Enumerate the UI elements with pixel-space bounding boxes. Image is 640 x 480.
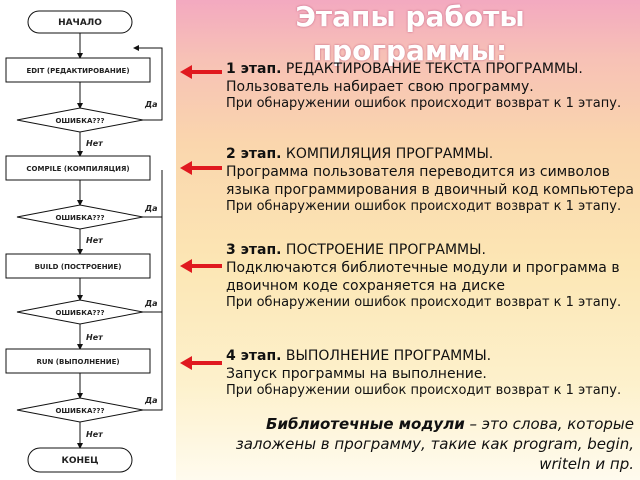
flowchart-panel <box>0 0 176 480</box>
stage-name: ПОСТРОЕНИЕ ПРОГРАММЫ. <box>285 242 486 258</box>
no-label-3: Нет <box>86 333 103 342</box>
stage-3 <box>226 241 638 311</box>
stage-name: ВЫПОЛНЕНИЕ ПРОГРАММЫ. <box>285 348 492 364</box>
decision-3-label: ОШИБКА??? <box>55 309 105 317</box>
stage-number: 2 этап. <box>226 146 282 162</box>
stage-description: Запуск программы на выполнение. <box>226 366 487 382</box>
stage-note: При обнаружении ошибок происходит возврат к 1 этапу. <box>226 199 622 214</box>
yes-label-4: Да <box>145 396 158 405</box>
stage-number: 3 этап. <box>226 242 282 258</box>
library-note <box>192 414 634 474</box>
end-label: КОНЕЦ <box>61 456 99 466</box>
process-compile-label: COMPILE (КОМПИЛЯЦИЯ) <box>26 165 130 173</box>
process-edit-label: EDIT (РЕДАКТИРОВАНИЕ) <box>26 67 130 75</box>
stage-4 <box>226 347 638 399</box>
process-run-label: RUN (ВЫПОЛНЕНИЕ) <box>36 358 120 366</box>
yes-label-2: Да <box>145 204 158 213</box>
stage-note: При обнаружении ошибок происходит возврат к 1 этапу. <box>226 96 622 111</box>
no-label-2: Нет <box>86 236 103 245</box>
stage-description: Пользователь набирает свою программу. <box>226 79 534 95</box>
stage-note: При обнаружении ошибок происходит возврат к 1 этапу. <box>226 295 622 310</box>
arrow-left-icon <box>180 160 224 176</box>
library-term: Библиотечные модули <box>266 415 465 433</box>
decision-4-label: ОШИБКА??? <box>55 407 105 415</box>
title-line-1: Этапы работы <box>295 0 525 33</box>
stage-description: Программа пользователя переводится из символов языка программирования в двоичный код компьютера <box>226 164 634 198</box>
stage-number: 1 этап. <box>226 61 282 77</box>
stage-number: 4 этап. <box>226 348 282 364</box>
library-definition: – это слова, которые заложены в программу, такие как program, begin, writeln и пр. <box>235 415 634 473</box>
arrow-left-icon <box>180 64 224 80</box>
yes-label-3: Да <box>145 299 158 308</box>
arrow-left-icon <box>180 355 224 371</box>
stage-note: При обнаружении ошибок происходит возврат к 1 этапу. <box>226 383 622 398</box>
stage-description: Подключаются библиотечные модули и программа в двоичном коде сохраняется на диске <box>226 260 620 294</box>
decision-1-label: ОШИБКА??? <box>55 117 105 125</box>
title-line-2: программы: <box>312 34 508 67</box>
stage-name: КОМПИЛЯЦИЯ ПРОГРАММЫ. <box>285 146 494 162</box>
flowchart <box>0 0 176 480</box>
arrow-left-icon <box>180 258 224 274</box>
stage-name: РЕДАКТИРОВАНИЕ ТЕКСТА ПРОГРАММЫ. <box>285 61 583 77</box>
decision-2-label: ОШИБКА??? <box>55 214 105 222</box>
stage-1 <box>226 60 638 112</box>
page-title <box>180 0 640 68</box>
no-label-1: Нет <box>86 139 103 148</box>
stage-2 <box>226 145 638 215</box>
start-label: НАЧАЛО <box>58 18 102 28</box>
yes-label-1: Да <box>145 100 158 109</box>
no-label-4: Нет <box>86 430 103 439</box>
process-build-label: BUILD (ПОСТРОЕНИЕ) <box>34 263 122 271</box>
